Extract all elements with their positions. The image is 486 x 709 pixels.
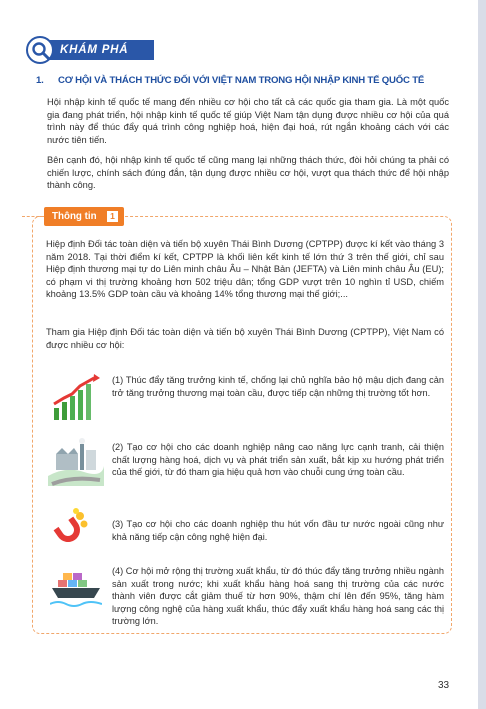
opportunity-item-4: (4) Cơ hội mở rộng thị trường xuất khẩu, từ đó thúc đẩy tăng trưởng nhiều ngành sản xuất trong nước; khi xuất khẩu hàng hoá sang thị trường của các nước thành viên được cắt giảm thuế từ hơn 90%, thậm chí lên đến 95%, tăng hàm lượng công nghệ của hàng xuất khẩu, thúc đẩy xuất khẩu hàng hoá sang các thị trường lớn. — [112, 566, 444, 626]
info-tab-label: Thông tin — [52, 211, 97, 222]
section-title: CƠ HỘI VÀ THÁCH THỨC ĐỐI VỚI VIỆT NAM TRONG HỘI NHẬP KINH TẾ QUỐC TẾ — [58, 75, 425, 86]
page-edge — [478, 0, 486, 709]
page-number: 33 — [438, 680, 450, 691]
banner-label: KHÁM PHÁ — [60, 44, 129, 56]
info-paragraph-1: Hiệp định Đối tác toàn diện và tiến bộ xuyên Thái Bình Dương (CPTPP) được kí kết vào tháng 3 năm 2018. Tại thời điểm kí kết, CPTPP là khối liên kết kinh tế lớn thứ 3 trên thế giới, chỉ sau Hiệp định thương mại tự do Liên minh châu Âu – Nhật Bản (JEFTA) và Liên minh châu Âu (EU); có phạm vi thị trường khoảng hơn 502 triệu dân; tổng GDP vượt trên 10 nghìn tỉ USD, chiếm khoảng 13.5% GDP toàn cầu và khoảng 14% tổng thương mại thế giới;... — [46, 239, 444, 299]
section-number: 1. — [36, 75, 44, 86]
banner-circle — [26, 36, 54, 64]
opportunity-item-3: (3) Tạo cơ hội cho các doanh nghiệp thu hút vốn đầu tư nước ngoài cũng như khả năng tiếp cận công nghệ hiện đại. — [112, 519, 444, 542]
container-ship-icon — [50, 566, 102, 614]
magnifier-icon — [31, 41, 51, 61]
intro-paragraph-1: Hội nhập kinh tế quốc tế mang đến nhiều cơ hội cho tất cả các quốc gia tham gia. Là một quốc gia đang phát triển, hội nhập kinh tế quốc tế giúp Việt Nam tận dụng được nhiều cơ hội của quá trình này để thúc đẩy quá trình công nghiệp hoá, hiện đại hoá, rút ngắn khoảng cách với các nước tiên tiến. — [47, 97, 449, 145]
growth-chart-icon — [50, 372, 102, 424]
factory-road-icon — [46, 436, 106, 492]
opportunity-item-2: (2) Tạo cơ hội cho các doanh nghiệp nâng cao năng lực cạnh tranh, cải thiện chất lượng hàng hoá, dịch vụ và phát triển sản xuất, bắt kịp xu hướng phát triển của thế giới, từ đó tham gia hiệu quả hơn vào chuỗi cung ứng toàn cầu. — [112, 442, 444, 477]
magnet-coins-icon — [50, 508, 90, 552]
info-tab — [44, 207, 124, 226]
info-tab-number: 1 — [107, 211, 118, 222]
intro-paragraph-2: Bên cạnh đó, hội nhập kinh tế quốc tế cũng mang lại những thách thức, đòi hỏi chúng ta phải có chiến lược, chính sách đúng đắn, tận dụng được nhiều cơ hội, vượt qua thách thức để hội nhập thành công. — [47, 155, 449, 191]
info-paragraph-2: Tham gia Hiệp định Đối tác toàn diện và tiến bộ xuyên Thái Bình Dương (CPTPP), Việt Nam có được nhiều cơ hội: — [46, 327, 444, 350]
opportunity-item-1: (1) Thúc đẩy tăng trưởng kinh tế, chống lại chủ nghĩa bảo hộ mậu dịch đang cản trở tăng trưởng thương mại toàn cầu, được tiếp cận những thị trường tốt hơn. — [112, 375, 444, 398]
kham-pha-banner — [26, 36, 154, 64]
section-heading — [36, 75, 466, 86]
